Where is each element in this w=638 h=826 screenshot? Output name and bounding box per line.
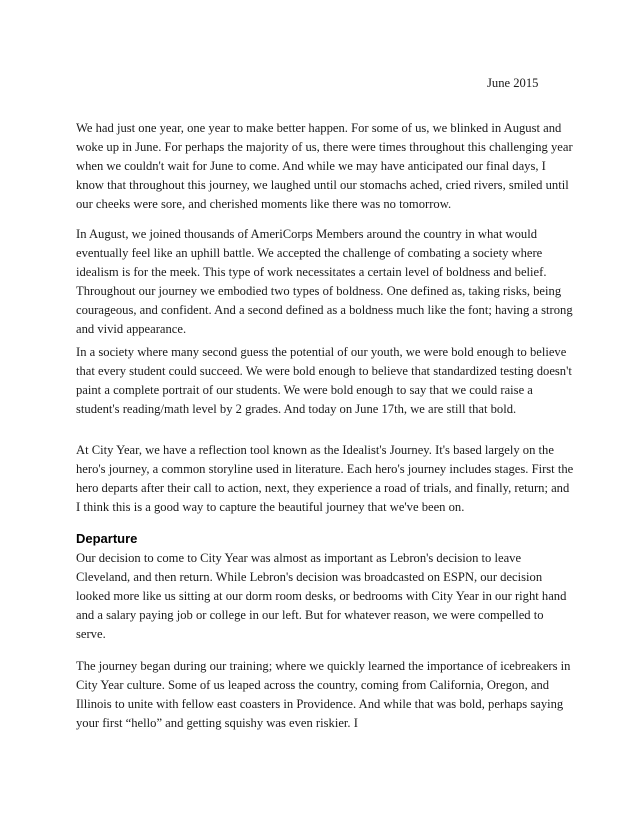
section-paragraph-2: The journey began during our training; where we quickly learned the importance of icebreakers in City Year culture. Some of us leaped across the country, coming from California, Oregon, and Illinois to unite with fellow east coasters in Providence. And while that was bold, perhaps saying your first “hello” and getting squishy was even riskier. I (76, 659, 571, 730)
section-heading-departure: Departure (76, 531, 138, 546)
paragraph-2: In August, we joined thousands of AmeriCorps Members around the country in what would eventually feel like an uphill battle. We accepted the challenge of combating a society where idealism is for the meek. This type of work necessitates a certain level of boldness and belief. Throughout our journey we embodied two types of boldness. One defined as, taking risks, being courageous, and confident. And a second defined as a boldness much like the font; having a strong and vivid appearance. (76, 227, 573, 336)
paragraph-3: In a society where many second guess the potential of our youth, we were bold enough to believe that every student could succeed. We were bold enough to believe that standardized testing doesn't paint a complete portrait of our students. We were bold enough to say that we could raise a student's reading/math level by 2 grades. And today on June 17th, we are still that bold. (76, 345, 572, 416)
paragraph-4: At City Year, we have a reflection tool known as the Idealist's Journey. It's based largely on the hero's journey, a common storyline used in literature. Each hero's journey includes stages. First the hero departs after their call to action, next, they experience a road of trials, and finally, return; and I think this is a good way to capture the beautiful journey that we've been on. (76, 443, 574, 514)
paragraph-1: We had just one year, one year to make better happen. For some of us, we blinked in August and woke up in June. For perhaps the majority of us, there were times throughout this challenging year when we couldn't wait for June to come. And while we may have anticipated our final days, I know that throughout this journey, we laughed until our stomachs ached, cried rivers, smiled until our cheeks were sore, and cherished moments like there was no tomorrow. (76, 121, 573, 211)
section-paragraph-1: Our decision to come to City Year was almost as important as Lebron's decision to leave Cleveland, and then return. While Lebron's decision was broadcasted on ESPN, our decision looked more like us sitting at our dorm room desks, or bedrooms with City Year in our right hand and a salary paying job or college in our left. But for whatever reason, we were compelled to serve. (76, 551, 567, 641)
document-date: June 2015 (487, 76, 539, 90)
